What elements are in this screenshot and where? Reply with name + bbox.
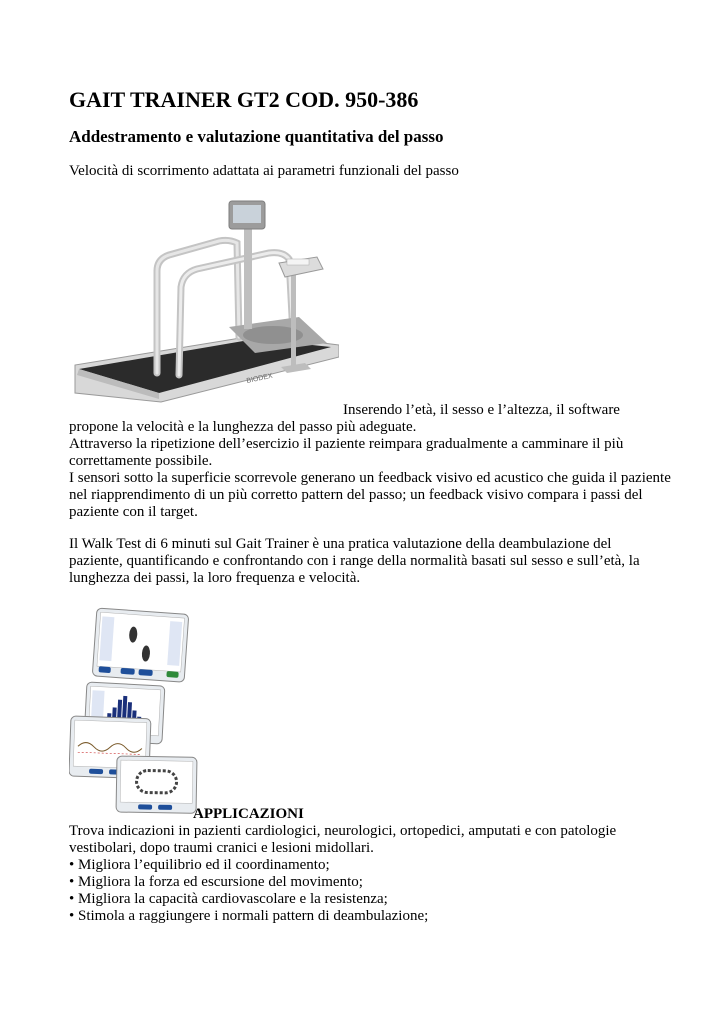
- applications-bullet: • Migliora la capacità cardiovascolare e la resistenza;: [69, 891, 388, 907]
- treadmill-image: [69, 197, 339, 415]
- description-line: correttamente possibile.: [69, 453, 213, 469]
- treadmill-brand: BIODEX: [245, 372, 274, 385]
- walk-test-line: paziente, quantificando e confrontando con i range della normalità basati sul sesso e sull’età, la: [69, 553, 640, 569]
- description-line: Attraverso la ripetizione dell’esercizio il paziente reimpara gradualmente a camminare il più: [69, 436, 624, 452]
- software-screens-image: [69, 606, 199, 814]
- document-subtitle: Addestramento e valutazione quantitativa del passo: [69, 127, 444, 146]
- applications-bullet: • Stimola a raggiungere i normali pattern di deambulazione;: [69, 908, 429, 924]
- walk-test-paragraph: [69, 536, 659, 587]
- document-title: GAIT TRAINER GT2 COD. 950-386: [69, 87, 419, 112]
- description-paragraph: [69, 402, 671, 521]
- applications-intro-line: Trova indicazioni in pazienti cardiologici, neurologici, ortopedici, amputati e con patologie: [69, 823, 617, 839]
- applications-bullet: • Migliora l’equilibrio ed il coordinamento;: [69, 857, 330, 873]
- applications-intro-line: vestibolari, dopo traumi cranici e lesioni midollari.: [69, 840, 374, 856]
- applications-bullet: • Migliora la forza ed escursione del movimento;: [69, 874, 363, 890]
- description-line: nel riapprendimento di un più corretto pattern del passo; un feedback visivo compara i passi del: [69, 487, 643, 503]
- applications-heading: APPLICAZIONI: [193, 806, 304, 822]
- description-line: paziente con il target.: [69, 504, 198, 520]
- applications-section: [69, 806, 669, 925]
- intro-text: Velocità di scorrimento adattata ai parametri funzionali del passo: [69, 163, 459, 179]
- description-line: propone la velocità e la lunghezza del passo più adeguate.: [69, 419, 417, 435]
- walk-test-line: lunghezza dei passi, la loro frequenza e velocità.: [69, 570, 361, 586]
- walk-test-line: Il Walk Test di 6 minuti sul Gait Trainer è una pratica valutazione della deambulazione del: [69, 536, 612, 552]
- description-line: I sensori sotto la superficie scorrevole generano un feedback visivo ed acustico che guida il paziente: [69, 470, 671, 486]
- description-line: Inserendo l’età, il sesso e l’altezza, il software: [343, 402, 620, 418]
